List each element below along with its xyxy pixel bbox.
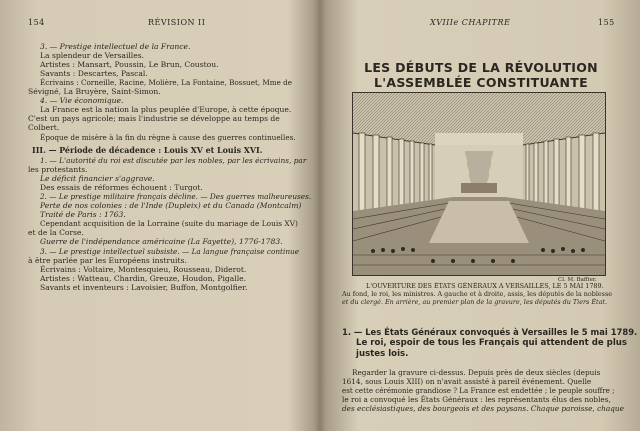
text-line: des ecclésiastiques, des bourgeois et des paysans. Chaque paroisse, chaque: [342, 404, 624, 413]
text-line: Guerre de l'indépendance américaine (La Fayette), 1776-1783.: [40, 237, 283, 246]
text-line: Cependant acquisition de la Lorraine (suite du mariage de Louis XV): [40, 219, 298, 228]
text-line: La France est la nation la plus peuplée d'Europe, à cette époque.: [40, 105, 292, 114]
text-line: La splendeur de Versailles.: [40, 51, 145, 60]
chapter-subtitle: L'ASSEMBLÉE CONSTITUANTE: [374, 75, 588, 90]
text-line: 3. — Prestige intellectuel de la France.: [40, 42, 191, 51]
left-page-number: 154: [28, 18, 45, 27]
text-line: 3. — Le prestige intellectuel subsiste. — La langue française continue: [40, 247, 300, 256]
text-line: Regarder la gravure ci-dessus. Depuis près de deux siècles (depuis: [352, 368, 601, 377]
text-line: Savants : Descartes, Pascal.: [40, 69, 148, 78]
text-line: 2. — Le prestige militaire français décline. — Des guerres malheureuses.: [40, 192, 312, 201]
text-line: Artistes : Mansart, Poussin, Le Brun, Coustou.: [40, 60, 219, 69]
photo-credit: Cl. M. Baffier.: [558, 277, 597, 283]
caption-line: Au fond, le roi, les ministres. A gauche et à droite, assis, les députés de la noblesse: [342, 290, 613, 298]
text-line: 1. — L'autorité du roi est discutée par les nobles, par les écrivains, par: [40, 156, 307, 165]
left-running-head: RÉVISION II: [148, 18, 206, 27]
text-line: 4. — Vie économique.: [40, 96, 124, 105]
text-line: Écrivains : Voltaire, Montesquieu, Rousseau, Diderot.: [40, 265, 247, 274]
text-line: C'est un pays agricole; mais l'industrie se développe au temps de: [28, 114, 280, 123]
text-line: à être parlée par les Européens instruits.: [28, 256, 187, 265]
text-line: le roi a convoqué les États Généraux : les représentants élus des nobles,: [342, 395, 611, 404]
right-page-number: 155: [598, 18, 615, 27]
chapter-title: LES DÉBUTS DE LA RÉVOLUTION: [364, 60, 598, 75]
text-line: Des essais de réformes échouent : Turgot.: [40, 183, 203, 192]
hall-engraving: [353, 93, 605, 275]
text-line: Artistes : Watteau, Chardin, Greuze, Houdon, Pigalle.: [40, 274, 247, 283]
section-heading: III. — Période de décadence : Louis XV et Louis XVI.: [32, 146, 263, 155]
text-line: les protestants.: [28, 165, 88, 174]
section-heading: 1. — Les États Généraux convoqués à Versailles le 5 mai 1789.: [342, 327, 638, 337]
text-line: Écrivains : Corneille, Racine, Molière, La Fontaine, Bossuet, Mme de: [40, 78, 292, 87]
text-line: Perte de nos colonies : de l'Inde (Dupleix) et du Canada (Montcalm): [40, 201, 302, 210]
text-line: et de la Corse.: [28, 228, 84, 237]
left-page: [0, 0, 318, 431]
right-running-head: XVIIIe CHAPITRE: [430, 18, 511, 27]
caption-line: et du clergé. En arrière, au premier plan de la gravure, les députés du Tiers État.: [342, 298, 608, 306]
text-line: Traité de Paris : 1763.: [40, 210, 126, 219]
text-line: Colbert.: [28, 123, 60, 132]
text-line: Sévigné, La Bruyère, Saint-Simon.: [28, 87, 161, 96]
text-line: 1614, sous Louis XIII) on n'avait assisté à pareil événement. Quelle: [342, 377, 592, 386]
caption-title: L'OUVERTURE DES ÉTATS GÉNÉRAUX A VERSAILLES, LE 5 MAI 1789.: [366, 282, 604, 290]
text-line: Époque de misère à la fin du règne à cause des guerres continuelles.: [40, 133, 296, 142]
section-heading: justes lois.: [356, 349, 409, 359]
text-line: est cette cérémonie grandiose ? La France est endettée ; le peuple souffre ;: [342, 386, 615, 395]
engraving-illustration: [352, 92, 606, 276]
text-line: Le déficit financier s'aggrave.: [40, 174, 155, 183]
section-heading: Le roi, espoir de tous les Français qui attendent de plus: [356, 338, 627, 348]
text-line: Savants et inventeurs : Lavoisier, Buffon, Montgolfier.: [40, 283, 248, 292]
right-page: [322, 0, 640, 431]
